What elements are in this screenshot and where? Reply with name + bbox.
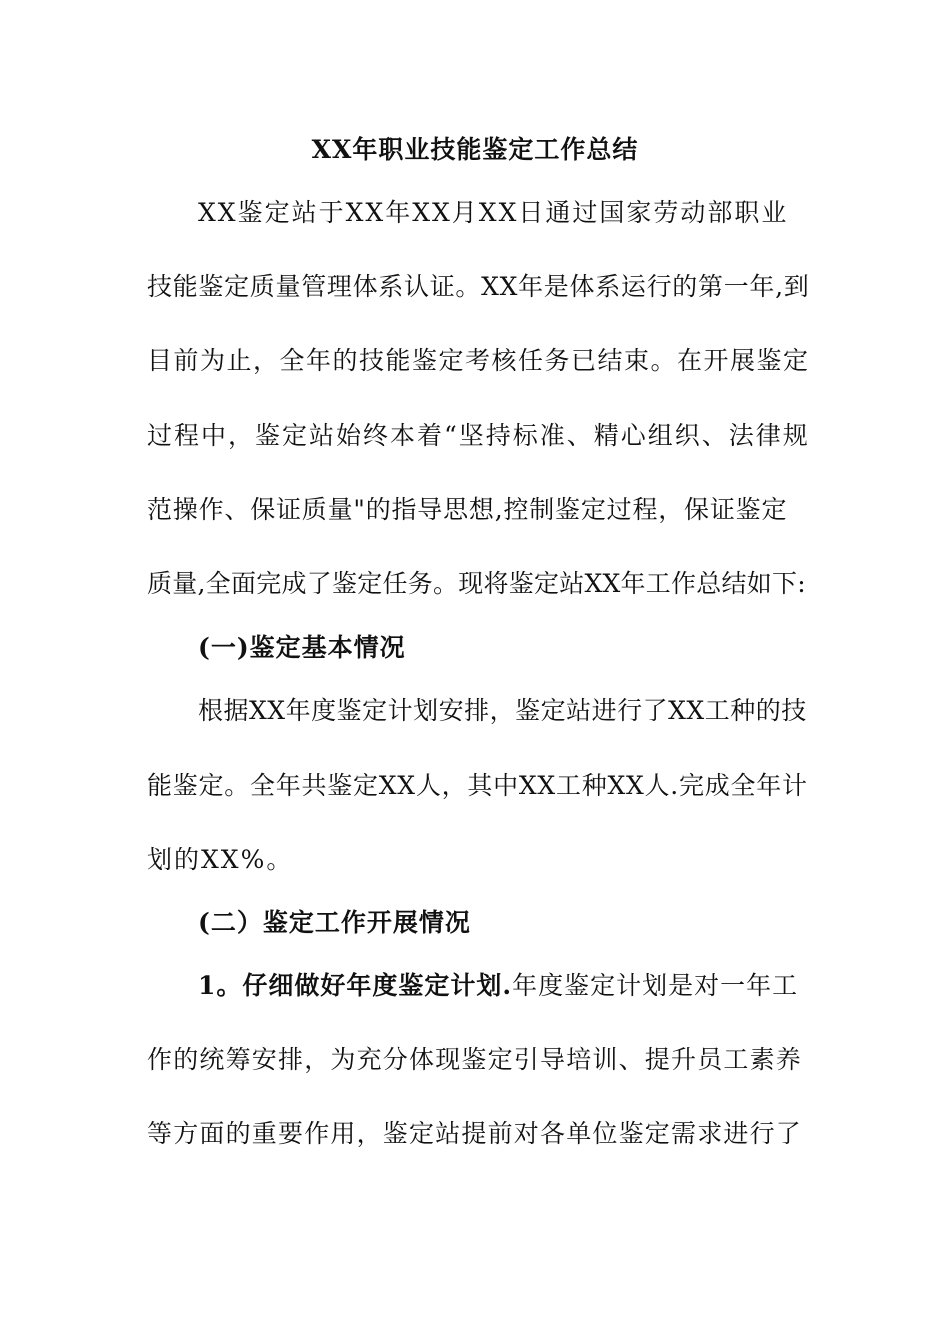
intro-line-1: XX鉴定站于XX年XX月XX日通过国家劳动部职业: [198, 198, 789, 227]
item1-first-rest: 年度鉴定计划是对一年工: [512, 971, 799, 1000]
intro-line-5: 范操作、保证质量"的指导思想,控制鉴定过程，保证鉴定: [147, 495, 788, 524]
section-heading-progress: (二）鉴定工作开展情况: [198, 908, 471, 937]
item1-line-1: [198, 968, 798, 1004]
section-heading-basic: (一)鉴定基本情况: [198, 633, 406, 662]
document-title: XX年职业技能鉴定工作总结: [311, 135, 639, 164]
item1-line-2: 作的统筹安排，为充分体现鉴定引导培训、提升员工素养: [147, 1045, 803, 1074]
section1-line-3: 划的XX%。: [147, 845, 294, 874]
item1-bold-heading: 1。仔细做好年度鉴定计划.: [198, 971, 513, 1000]
intro-line-3: 目前为止，全年的技能鉴定考核任务已结束。在开展鉴定: [147, 346, 810, 375]
intro-line-2: 技能鉴定质量管理体系认证。XX年是体系运行的第一年,到: [147, 272, 810, 301]
intro-line-4: 过程中，鉴定站始终本着“坚持标准、精心组织、法律规: [147, 421, 810, 450]
item1-line-3: 等方面的重要作用，鉴定站提前对各单位鉴定需求进行了: [147, 1119, 803, 1148]
section1-line-2: 能鉴定。全年共鉴定XX人，其中XX工种XX人.完成全年计: [147, 771, 808, 800]
intro-line-6: 质量,全面完成了鉴定任务。现将鉴定站XX年工作总结如下:: [147, 569, 806, 598]
section1-line-1: 根据XX年度鉴定计划安排，鉴定站进行了XX工种的技: [198, 696, 807, 725]
